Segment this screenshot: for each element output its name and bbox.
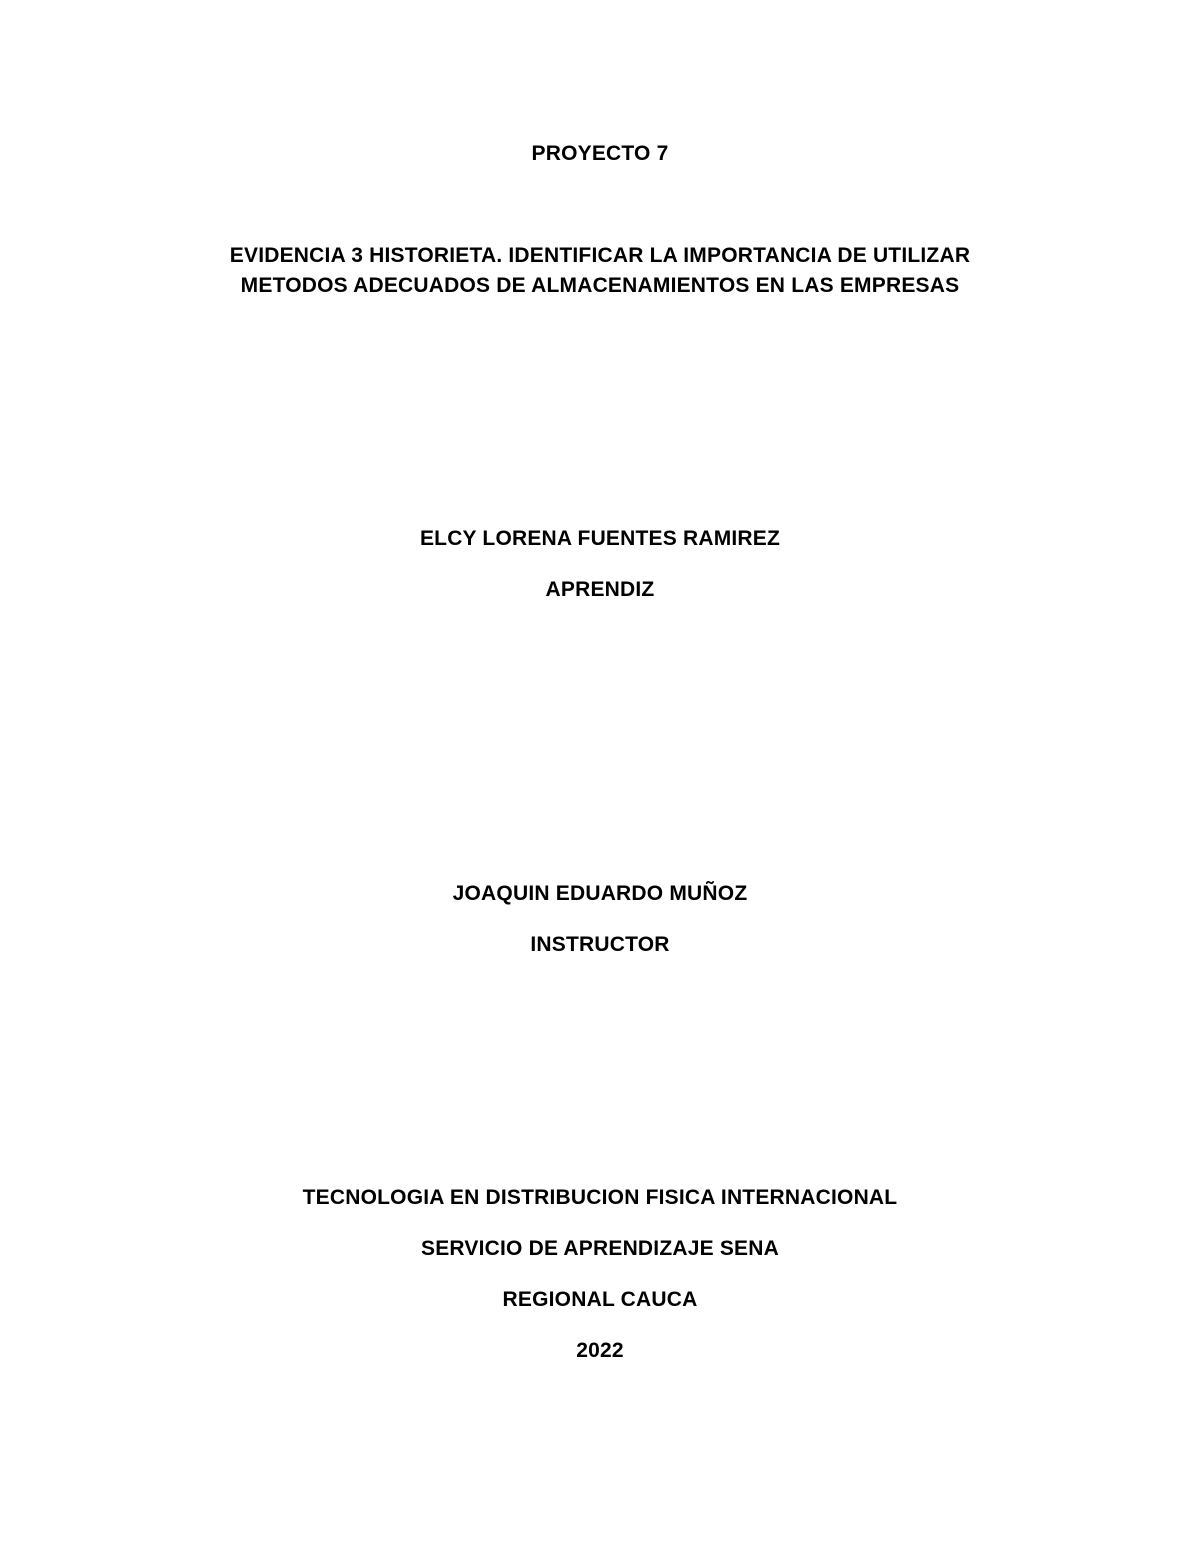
program-name: TECNOLOGIA EN DISTRIBUCION FISICA INTERNACIONAL [302,1186,898,1209]
instructor-name: JOAQUIN EDUARDO MUÑOZ [452,882,748,905]
student-name: ELCY LORENA FUENTES RAMIREZ [419,527,781,550]
evidence-title-line-2: METODOS ADECUADOS DE ALMACENAMIENTOS EN LAS EMPRESAS [240,274,960,297]
document-year: 2022 [576,1339,624,1362]
regional-name: REGIONAL CAUCA [502,1288,698,1311]
student-role: APRENDIZ [545,578,655,601]
instructor-role: INSTRUCTOR [530,933,670,956]
project-title: PROYECTO 7 [531,142,669,165]
evidence-title-line-1: EVIDENCIA 3 HISTORIETA. IDENTIFICAR LA IMPORTANCIA DE UTILIZAR [229,244,971,267]
institution-name: SERVICIO DE APRENDIZAJE SENA [420,1237,779,1260]
